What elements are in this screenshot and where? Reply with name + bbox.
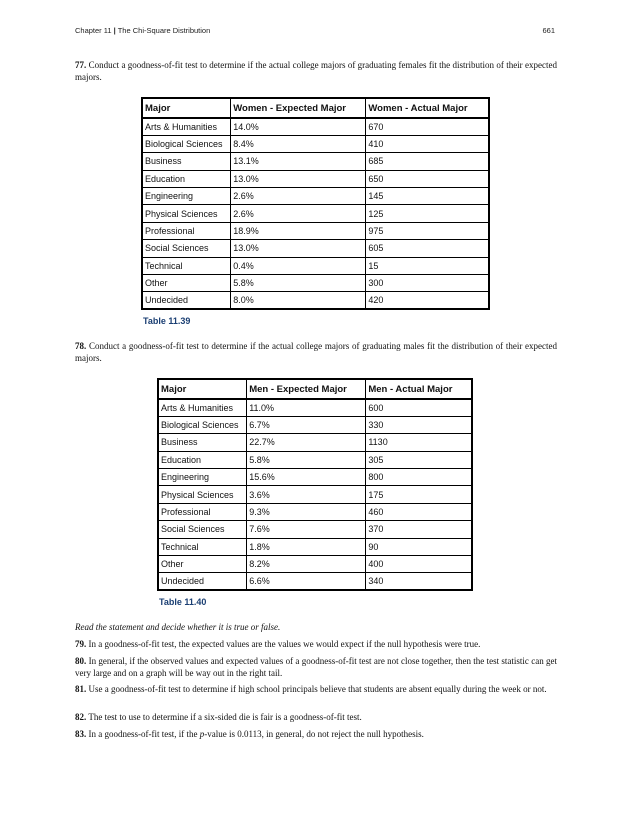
table-cell: 5.8% xyxy=(247,451,366,468)
problem-80 xyxy=(75,656,557,679)
men-majors-table xyxy=(157,378,473,591)
table-caption: Table 11.40 xyxy=(159,597,207,607)
table-cell: Education xyxy=(142,170,231,187)
problem-text: In a goodness-of-fit test, the expected values are the values we would expect if the null hypothesis were true. xyxy=(88,639,481,649)
table-cell: 3.6% xyxy=(247,486,366,503)
table-cell: Technical xyxy=(142,257,231,274)
table-cell: 6.6% xyxy=(247,573,366,590)
table-cell: Technical xyxy=(158,538,247,555)
table-cell: Other xyxy=(142,275,231,292)
table-row xyxy=(158,486,472,503)
column-header: Men - Expected Major xyxy=(247,379,366,399)
table-row xyxy=(158,573,472,590)
table-cell: 8.2% xyxy=(247,556,366,573)
table-cell: 8.4% xyxy=(231,135,366,152)
table-row xyxy=(158,469,472,486)
table-cell: Business xyxy=(142,153,231,170)
column-header: Women - Actual Major xyxy=(366,98,489,118)
table-row xyxy=(142,135,489,152)
table-cell: 14.0% xyxy=(231,118,366,135)
problem-text: Use a goodness-of-fit test to determine if high school principals believe that students are absent equally during the week or not. xyxy=(88,684,547,694)
table-row xyxy=(158,434,472,451)
table-cell: 460 xyxy=(366,503,472,520)
problem-text: In general, if the observed values and expected values of a goodness-of-fit test are not close together, then the test statistic can get very large and on a graph will be way out in the right tail. xyxy=(75,656,557,678)
table-cell: Engineering xyxy=(142,188,231,205)
table-cell: Arts & Humanities xyxy=(158,399,247,416)
table-cell: 15 xyxy=(366,257,489,274)
problem-number: 80. xyxy=(75,656,87,666)
table-cell: 6.7% xyxy=(247,416,366,433)
table-row xyxy=(158,503,472,520)
column-header: Major xyxy=(142,98,231,118)
table-cell: 15.6% xyxy=(247,469,366,486)
problem-number: 79. xyxy=(75,639,87,649)
table-cell: Arts & Humanities xyxy=(142,118,231,135)
problem-79 xyxy=(75,639,557,651)
table-cell: 340 xyxy=(366,573,472,590)
table-cell: 420 xyxy=(366,292,489,309)
problem-82 xyxy=(75,712,557,724)
table-row xyxy=(158,521,472,538)
table-cell: 7.6% xyxy=(247,521,366,538)
problem-number: 81. xyxy=(75,684,87,694)
problem-83 xyxy=(75,729,557,741)
table-cell: Other xyxy=(158,556,247,573)
table-cell: Engineering xyxy=(158,469,247,486)
header-separator: | xyxy=(113,26,116,35)
table-cell: Undecided xyxy=(142,292,231,309)
running-head xyxy=(75,26,555,38)
table-cell: 125 xyxy=(366,205,489,222)
table-row xyxy=(142,222,489,239)
problem-number: 82. xyxy=(75,712,87,722)
table-cell: 1130 xyxy=(366,434,472,451)
problem-text: Conduct a goodness-of-fit test to determine if the actual college majors of graduating males fit the distribution of their expected majors. xyxy=(75,341,557,363)
table-cell: Physical Sciences xyxy=(158,486,247,503)
table-cell: Social Sciences xyxy=(142,240,231,257)
chapter-number: Chapter 11 xyxy=(75,26,112,35)
column-header: Men - Actual Major xyxy=(366,379,472,399)
table-cell: 2.6% xyxy=(231,205,366,222)
problem-text: In a goodness-of-fit test, if the xyxy=(88,729,200,739)
women-majors-table xyxy=(141,97,490,310)
table-caption: Table 11.39 xyxy=(143,316,191,326)
table-cell: 600 xyxy=(366,399,472,416)
table-row xyxy=(142,205,489,222)
table-cell: 18.9% xyxy=(231,222,366,239)
table-cell: 22.7% xyxy=(247,434,366,451)
table-cell: 5.8% xyxy=(231,275,366,292)
table-cell: 8.0% xyxy=(231,292,366,309)
chapter-title: The Chi-Square Distribution xyxy=(117,26,211,35)
table-cell: 90 xyxy=(366,538,472,555)
table-cell: 305 xyxy=(366,451,472,468)
table-row xyxy=(142,118,489,135)
table-cell: Biological Sciences xyxy=(158,416,247,433)
table-header-row xyxy=(158,379,472,399)
problem-78 xyxy=(75,341,557,364)
table-cell: 975 xyxy=(366,222,489,239)
table-cell: Undecided xyxy=(158,573,247,590)
table-row xyxy=(142,188,489,205)
problem-77 xyxy=(75,60,557,83)
table-cell: 13.0% xyxy=(231,170,366,187)
p-symbol: p xyxy=(199,729,205,739)
table-cell: Education xyxy=(158,451,247,468)
table-cell: 2.6% xyxy=(231,188,366,205)
table-row xyxy=(158,399,472,416)
table-row xyxy=(142,292,489,309)
page-number: 661 xyxy=(542,26,555,35)
table-cell: 330 xyxy=(366,416,472,433)
problem-number: 83. xyxy=(75,729,87,739)
table-cell: 650 xyxy=(366,170,489,187)
table-cell: Biological Sciences xyxy=(142,135,231,152)
table-cell: Physical Sciences xyxy=(142,205,231,222)
table-cell: 11.0% xyxy=(247,399,366,416)
problem-number: 77. xyxy=(75,60,87,70)
table-cell: 800 xyxy=(366,469,472,486)
column-header: Major xyxy=(158,379,247,399)
problem-number: 78. xyxy=(75,341,87,351)
column-header: Women - Expected Major xyxy=(231,98,366,118)
table-cell: 9.3% xyxy=(247,503,366,520)
problem-text: The test to use to determine if a six-sided die is fair is a goodness-of-fit test. xyxy=(88,712,362,722)
table-header-row xyxy=(142,98,489,118)
table-cell: Business xyxy=(158,434,247,451)
table-cell: 145 xyxy=(366,188,489,205)
table-cell: 300 xyxy=(366,275,489,292)
table-cell: 605 xyxy=(366,240,489,257)
table-cell: Professional xyxy=(142,222,231,239)
table-row xyxy=(158,416,472,433)
problem-text: -value is 0.0113, in general, do not reject the null hypothesis. xyxy=(204,729,424,739)
table-cell: 1.8% xyxy=(247,538,366,555)
table-cell: Professional xyxy=(158,503,247,520)
table-cell: Social Sciences xyxy=(158,521,247,538)
table-row xyxy=(142,153,489,170)
table-cell: 0.4% xyxy=(231,257,366,274)
table-cell: 13.1% xyxy=(231,153,366,170)
table-row xyxy=(142,240,489,257)
table-cell: 175 xyxy=(366,486,472,503)
table-cell: 670 xyxy=(366,118,489,135)
table-row xyxy=(158,538,472,555)
table-row xyxy=(142,170,489,187)
table-cell: 685 xyxy=(366,153,489,170)
table-cell: 400 xyxy=(366,556,472,573)
table-cell: 13.0% xyxy=(231,240,366,257)
problem-text: Conduct a goodness-of-fit test to determine if the actual college majors of graduating females fit the distribution of their expected majors. xyxy=(75,60,558,82)
instruction-text: Read the statement and decide whether it is true or false. xyxy=(75,622,281,632)
table-cell: 410 xyxy=(366,135,489,152)
table-row xyxy=(158,451,472,468)
table-row xyxy=(142,275,489,292)
table-row xyxy=(158,556,472,573)
table-cell: 370 xyxy=(366,521,472,538)
chapter-label xyxy=(75,26,210,35)
problem-81 xyxy=(75,684,557,696)
table-row xyxy=(142,257,489,274)
